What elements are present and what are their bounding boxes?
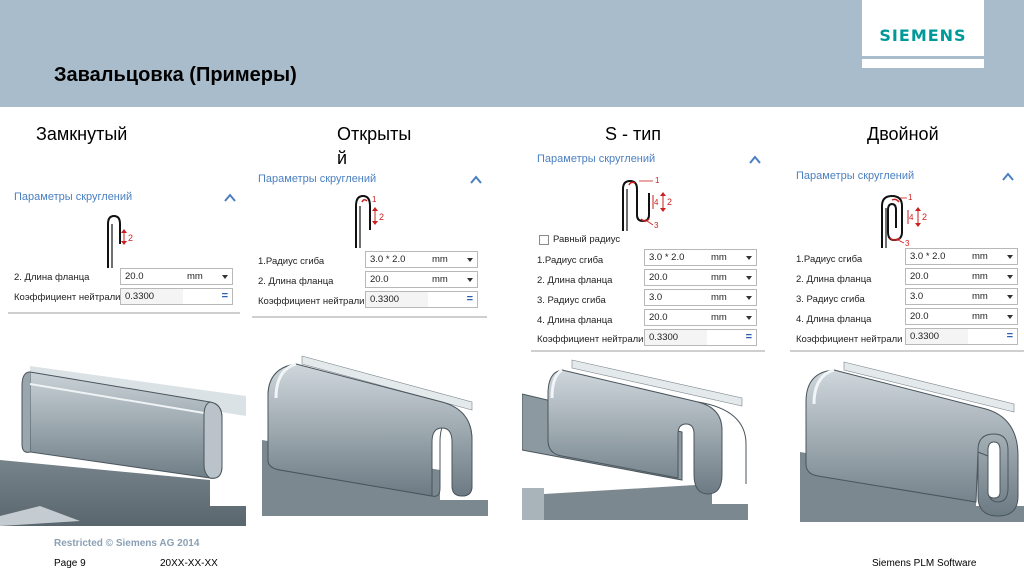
formula-equals-icon[interactable]: = — [466, 293, 473, 305]
dropdown-arrow-icon[interactable] — [1007, 315, 1013, 319]
panel-head[interactable]: Параметры скруглений — [796, 170, 915, 182]
field-value: 3.0 * 2.0 — [910, 251, 946, 262]
dimension-label: 1 — [908, 193, 913, 202]
footer-restricted: Restricted © Siemens AG 2014 — [54, 538, 200, 549]
row-label: 1.Радиус сгиба — [537, 255, 604, 266]
s-type-hem-3d-render — [522, 354, 748, 520]
field-value: 0.3300 — [370, 294, 400, 305]
panel-s-type — [531, 147, 765, 353]
open-hem-3d-render — [262, 350, 488, 516]
field-value: 0.3300 — [910, 331, 940, 342]
field-value: 20.0 — [910, 311, 929, 322]
row-label: Коэффициент нейтрали — [14, 292, 120, 303]
row-label: 2. Длина фланца — [258, 276, 334, 287]
neutral-factor-field[interactable] — [365, 291, 478, 308]
column-title-double: Двойной — [867, 124, 939, 144]
row-label: Коэффициент нейтрали — [796, 334, 903, 345]
row-label: Коэффициент нейтрали — [537, 334, 644, 345]
dimension-label: 2 — [667, 197, 673, 207]
siemens-logo: SIEMENS — [879, 26, 967, 45]
panel-closed — [8, 186, 240, 316]
logo-box — [862, 0, 984, 68]
dropdown-arrow-icon[interactable] — [746, 316, 752, 320]
dropdown-arrow-icon[interactable] — [1007, 255, 1013, 259]
closed-hem-profile-icon — [100, 210, 146, 270]
panel-divider — [8, 312, 240, 314]
dimension-label: 2 — [922, 212, 928, 222]
dropdown-arrow-icon[interactable] — [222, 275, 228, 279]
dimension-label: 4 — [654, 198, 659, 207]
field-unit: mm — [711, 272, 727, 283]
column-title-open-line2: й — [337, 148, 348, 168]
page-title: Завальцовка (Примеры) — [54, 64, 297, 86]
field-value: 3.0 — [910, 291, 924, 302]
dropdown-arrow-icon[interactable] — [746, 296, 752, 300]
field-value: 3.0 * 2.0 — [649, 252, 685, 263]
field-unit: mm — [432, 254, 448, 265]
dimension-label: 1 — [655, 176, 660, 185]
field-unit: mm — [972, 311, 988, 322]
dimension-label: 4 — [909, 213, 914, 222]
row-label: Коэффициент нейтрали — [258, 296, 365, 307]
row-label: 2. Длина фланца — [796, 274, 872, 285]
neutral-factor-field[interactable] — [644, 329, 757, 346]
column-title-open-line1: Открыты — [337, 124, 412, 144]
dimension-label: 2 — [128, 233, 134, 243]
equal-radius-checkbox[interactable] — [539, 235, 549, 245]
field-value: 20.0 — [125, 271, 144, 282]
panel-divider — [531, 350, 765, 352]
panel-head[interactable]: Параметры скруглений — [537, 153, 656, 165]
dimension-label: 3 — [654, 221, 659, 230]
double-hem-profile-icon — [878, 188, 944, 250]
neutral-factor-field[interactable] — [120, 288, 233, 305]
field-unit: mm — [972, 251, 988, 262]
flange-length-2-dropdown[interactable] — [905, 268, 1018, 285]
field-unit: mm — [711, 252, 727, 263]
bend-radius-1-dropdown[interactable] — [644, 249, 757, 266]
field-value: 3.0 — [649, 292, 663, 303]
panel-divider — [790, 350, 1024, 352]
dropdown-arrow-icon[interactable] — [467, 258, 473, 262]
flange-length-4-dropdown[interactable] — [644, 309, 757, 326]
s-type-hem-profile-icon — [619, 171, 685, 233]
footer-date: 20XX-XX-XX — [160, 558, 218, 569]
dimension-label: 1 — [372, 195, 377, 204]
double-hem-3d-render — [800, 356, 1024, 522]
flange-length-dropdown[interactable] — [365, 271, 478, 288]
checkbox-label: Равный радиус — [553, 234, 621, 245]
neutral-factor-field[interactable] — [905, 328, 1018, 345]
row-label: 1.Радиус сгиба — [796, 254, 863, 265]
panel-divider — [252, 316, 487, 318]
field-value: 20.0 — [649, 312, 668, 323]
column-title-closed: Замкнутый — [36, 124, 128, 144]
formula-equals-icon[interactable]: = — [745, 331, 752, 343]
dropdown-arrow-icon[interactable] — [746, 256, 752, 260]
panel-open — [252, 168, 487, 320]
footer-page-number: Page 9 — [54, 558, 86, 569]
closed-hem-3d-render — [0, 356, 246, 526]
row-label: 3. Радиус сгиба — [796, 294, 865, 305]
flange-length-4-dropdown[interactable] — [905, 308, 1018, 325]
flange-length-dropdown[interactable] — [120, 268, 233, 285]
open-hem-profile-icon — [348, 190, 394, 250]
formula-equals-icon[interactable]: = — [221, 290, 228, 302]
dropdown-arrow-icon[interactable] — [467, 278, 473, 282]
panel-double — [790, 164, 1024, 354]
logo-underline — [862, 56, 984, 59]
bend-radius-3-dropdown[interactable] — [644, 289, 757, 306]
column-title-s-type: S - тип — [605, 124, 662, 144]
chevron-up-icon[interactable] — [224, 193, 236, 203]
dimension-label: 3 — [905, 239, 910, 248]
field-value: 20.0 — [649, 272, 668, 283]
panel-head[interactable]: Параметры скруглений — [258, 173, 377, 185]
field-unit: mm — [187, 271, 203, 282]
field-unit: mm — [711, 312, 727, 323]
dropdown-arrow-icon[interactable] — [1007, 275, 1013, 279]
field-value: 3.0 * 2.0 — [370, 254, 406, 265]
row-label: 4. Длина фланца — [796, 314, 872, 325]
dropdown-arrow-icon[interactable] — [746, 276, 752, 280]
field-value: 20.0 — [370, 274, 389, 285]
row-label: 4. Длина фланца — [537, 315, 613, 326]
footer-company: Siemens PLM Software — [872, 558, 977, 569]
bend-radius-1-dropdown[interactable] — [905, 248, 1018, 265]
bend-radius-dropdown[interactable] — [365, 251, 478, 268]
field-value: 0.3300 — [125, 291, 155, 302]
row-label: 1.Радиус сгиба — [258, 256, 325, 267]
dimension-label: 2 — [379, 212, 385, 222]
dropdown-arrow-icon[interactable] — [1007, 295, 1013, 299]
row-label: 2. Длина фланца — [14, 272, 90, 283]
panel-head[interactable]: Параметры скруглений — [14, 191, 133, 203]
chevron-up-icon[interactable] — [470, 175, 482, 185]
flange-length-2-dropdown[interactable] — [644, 269, 757, 286]
chevron-up-icon[interactable] — [749, 155, 761, 165]
chevron-up-icon[interactable] — [1002, 172, 1014, 182]
field-value: 0.3300 — [649, 332, 679, 343]
field-unit: mm — [711, 292, 727, 303]
field-unit: mm — [972, 291, 988, 302]
row-label: 2. Длина фланца — [537, 275, 613, 286]
field-value: 20.0 — [910, 271, 929, 282]
row-label: 3. Радиус сгиба — [537, 295, 606, 306]
formula-equals-icon[interactable]: = — [1006, 330, 1013, 342]
field-unit: mm — [432, 274, 448, 285]
field-unit: mm — [972, 271, 988, 282]
bend-radius-3-dropdown[interactable] — [905, 288, 1018, 305]
